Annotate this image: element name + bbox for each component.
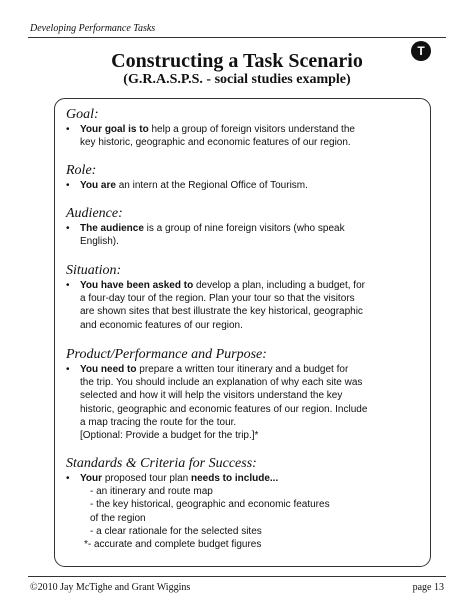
product-text-5: a map tracing the route for the tour. — [80, 416, 237, 428]
standards-starred-item: *- accurate and complete budget figures — [84, 539, 262, 551]
bottom-rule — [28, 576, 446, 577]
situation-lead: You have been asked to — [80, 280, 194, 291]
situation-text-3: are shown sites that best illustrate the key historical, geographic — [80, 306, 363, 318]
bullet-icon: • — [66, 364, 70, 375]
audience-heading: Audience: — [66, 206, 123, 221]
bullet-icon: • — [66, 280, 70, 291]
standards-item: - an itinerary and route map — [90, 486, 213, 498]
situation-text-1: develop a plan, including a budget, for — [193, 280, 365, 291]
product-text-4: historic, geographic and economic features of our region. Include — [80, 403, 368, 415]
footer-copyright: ©2010 Jay McTighe and Grant Wiggins — [30, 582, 191, 593]
situation-text-2: a four-day tour of the region. Plan your tour so that the visitors — [80, 293, 355, 305]
goal-lead: Your goal is to — [80, 124, 149, 135]
standards-item: - the key historical, geographic and economic features — [90, 499, 330, 511]
audience-section — [66, 205, 416, 248]
standards-item: - a clear rationale for the selected sites — [90, 525, 262, 537]
goal-heading: Goal: — [66, 107, 99, 122]
situation-bullet — [66, 279, 416, 292]
standards-item: of the region — [90, 512, 146, 524]
running-head: Developing Performance Tasks — [30, 23, 156, 34]
top-rule — [28, 37, 446, 38]
goal-section — [66, 106, 416, 149]
situation-text-4: and economic features of our region. — [80, 319, 243, 331]
standards-lead: Your — [80, 473, 103, 484]
situation-heading: Situation: — [66, 263, 122, 278]
standards-section — [66, 455, 416, 551]
bullet-icon: • — [66, 180, 70, 191]
goal-text-2: key historic, geographic and economic features of our region. — [80, 137, 351, 149]
product-section — [66, 346, 416, 442]
standards-needs: needs to include... — [191, 473, 279, 484]
audience-text-1: is a group of nine foreign visitors (who speak — [143, 223, 345, 234]
standards-mid: proposed tour plan — [102, 473, 191, 484]
role-heading: Role: — [66, 163, 97, 178]
role-lead: You are — [80, 180, 116, 191]
product-lead: You need to — [80, 364, 137, 375]
bullet-icon: • — [66, 223, 70, 234]
bullet-icon: • — [66, 473, 70, 484]
audience-lead: The audience — [80, 223, 144, 234]
product-text-2: the trip. You should include an explanation of why each site was — [80, 377, 363, 389]
standards-bullet — [66, 472, 416, 485]
product-bullet — [66, 363, 416, 376]
product-text-1: prepare a written tour itinerary and a budget for — [136, 364, 349, 375]
product-text-3: selected and how it will help the visitors understand the key — [80, 390, 343, 402]
t-badge-icon: T — [411, 41, 431, 61]
role-text-1: an intern at the Regional Office of Tourism. — [115, 180, 308, 191]
product-heading: Product/Performance and Purpose: — [66, 347, 267, 362]
goal-bullet — [66, 123, 416, 136]
goal-text-1: help a group of foreign visitors understand the — [148, 124, 355, 135]
page-title: Constructing a Task Scenario — [111, 50, 363, 72]
role-bullet — [66, 179, 416, 192]
footer-page-number: page 13 — [412, 582, 444, 593]
audience-text-2: English). — [80, 236, 119, 248]
product-text-6: [Optional: Provide a budget for the trip.]* — [80, 430, 259, 442]
role-section — [66, 162, 416, 192]
standards-heading: Standards & Criteria for Success: — [66, 456, 257, 471]
page-subtitle: (G.R.A.S.P.S. - social studies example) — [123, 72, 351, 87]
situation-section — [66, 262, 416, 332]
audience-bullet — [66, 222, 416, 235]
bullet-icon: • — [66, 124, 70, 135]
